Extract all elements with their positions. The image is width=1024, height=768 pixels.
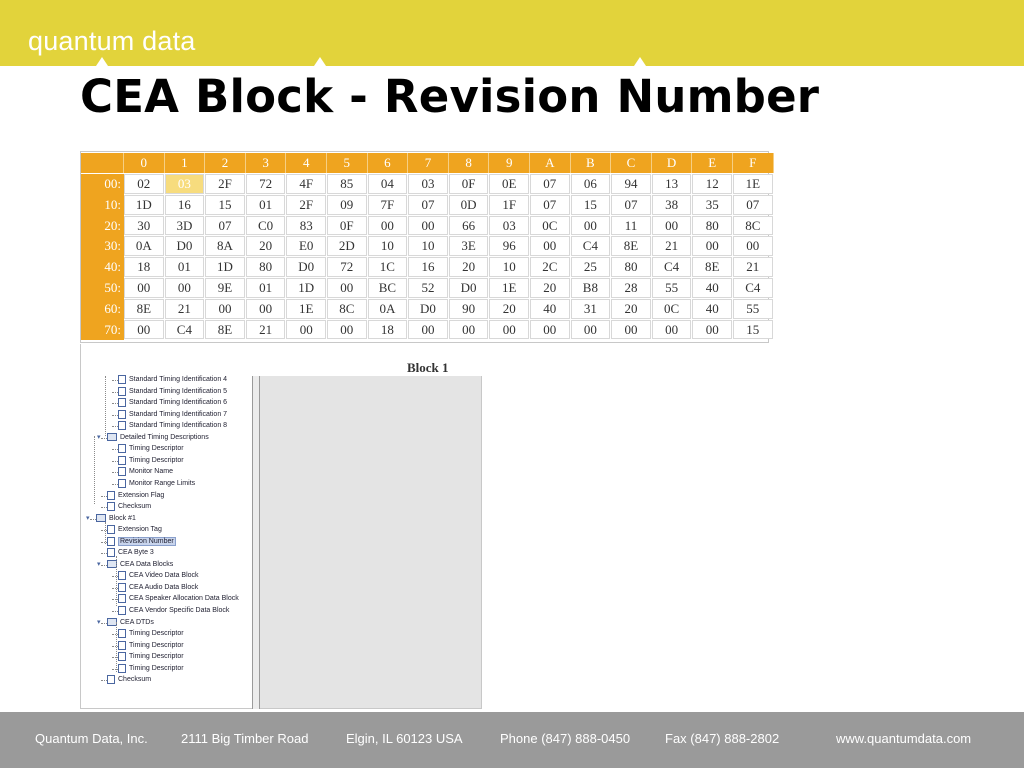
tree-node-label: CEA Data Blocks: [120, 560, 174, 568]
tree-connector: [112, 646, 118, 647]
hex-byte-cell[interactable]: 03: [408, 174, 448, 194]
tree-node-label: Timing Descriptor: [129, 630, 184, 638]
hex-byte-cell[interactable]: 72: [246, 174, 286, 194]
tree-connector: [101, 553, 107, 554]
footer-address: 2111 Big Timber Road: [181, 731, 309, 746]
expand-toggle-icon[interactable]: ▾: [97, 618, 101, 626]
hex-byte-cell[interactable]: 90: [449, 299, 489, 319]
hex-byte-cell[interactable]: 80: [246, 257, 286, 277]
hex-byte-cell[interactable]: 20: [530, 278, 570, 298]
tree-node-label: CEA Speaker Allocation Data Block: [129, 595, 239, 603]
hex-byte-cell[interactable]: 30: [124, 216, 164, 236]
block-label: Block 1: [407, 360, 449, 375]
hex-byte-cell[interactable]: 21: [165, 299, 205, 319]
tree-node[interactable]: [118, 386, 227, 397]
footer-website[interactable]: www.quantumdata.com: [836, 731, 972, 746]
hex-column-header: 4: [286, 153, 327, 173]
tree-connector: [112, 669, 118, 670]
hex-byte-cell[interactable]: BC: [368, 278, 408, 298]
file-icon: [118, 571, 126, 580]
hex-byte-cell[interactable]: 72: [327, 257, 367, 277]
tree-node-label: Timing Descriptor: [129, 653, 184, 661]
hex-column-header: 9: [489, 153, 530, 173]
hex-column-header: 2: [205, 153, 246, 173]
hex-byte-cell[interactable]: C4: [571, 236, 611, 256]
hex-byte-cell[interactable]: C0: [246, 216, 286, 236]
tree-node[interactable]: [118, 374, 227, 385]
tree-node[interactable]: [118, 420, 227, 431]
hex-byte-cell[interactable]: 04: [368, 174, 408, 194]
hex-byte-cell[interactable]: 00: [530, 320, 570, 340]
hex-byte-cell[interactable]: 96: [489, 236, 529, 256]
tree-node[interactable]: [96, 513, 136, 524]
file-icon: [118, 664, 126, 673]
hex-byte-cell[interactable]: 00: [327, 320, 367, 340]
tree-connector: [112, 392, 118, 393]
tree-node[interactable]: [118, 570, 199, 581]
hex-byte-cell[interactable]: 01: [246, 195, 286, 215]
hex-byte-cell[interactable]: 8E: [692, 257, 732, 277]
block-label-area: [80, 344, 482, 376]
tree-node[interactable]: [118, 397, 227, 408]
tree-node[interactable]: [118, 605, 229, 616]
tree-node-label: CEA Byte 3: [118, 549, 154, 557]
file-icon: [118, 641, 126, 650]
hex-byte-cell[interactable]: 8A: [205, 236, 245, 256]
hex-byte-cell[interactable]: 8E: [611, 236, 651, 256]
hex-byte-cell[interactable]: E0: [286, 236, 326, 256]
hex-byte-cell[interactable]: C4: [733, 278, 773, 298]
hex-byte-cell[interactable]: 38: [652, 195, 692, 215]
hex-byte-cell[interactable]: 03: [489, 216, 529, 236]
tree-connector: [112, 611, 118, 612]
hex-byte-cell[interactable]: 00: [246, 299, 286, 319]
hex-row: [81, 257, 768, 277]
hex-byte-cell[interactable]: 02: [124, 174, 164, 194]
hex-byte-cell[interactable]: B8: [571, 278, 611, 298]
hex-column-header: 5: [327, 153, 368, 173]
tree-node[interactable]: [118, 640, 184, 651]
tree-connector: [112, 472, 118, 473]
hex-byte-cell[interactable]: 01: [165, 257, 205, 277]
hex-byte-cell[interactable]: 11: [611, 216, 651, 236]
tree-node-label: CEA Vendor Specific Data Block: [129, 607, 230, 614]
hex-byte-cell[interactable]: 00: [124, 320, 164, 340]
tree-connector: [101, 565, 107, 566]
tree-node-label: Standard Timing Identification 4: [129, 376, 228, 383]
hex-byte-cell[interactable]: D0: [286, 257, 326, 277]
file-icon: [118, 410, 126, 419]
hex-byte-cell[interactable]: 8E: [205, 320, 245, 340]
folder-icon: [107, 433, 117, 441]
hex-byte-cell[interactable]: 1D: [286, 278, 326, 298]
hex-byte-cell[interactable]: 7F: [368, 195, 408, 215]
tree-node[interactable]: [118, 582, 198, 593]
expand-toggle-icon[interactable]: ▾: [97, 433, 101, 441]
hex-row: [81, 216, 768, 236]
tree-node-label: Checksum: [118, 503, 152, 511]
file-icon: [118, 606, 126, 615]
tree-node-label: Extension Tag: [118, 526, 162, 534]
hex-byte-cell[interactable]: 83: [286, 216, 326, 236]
hex-byte-cell[interactable]: 15: [205, 195, 245, 215]
hex-column-header: 8: [449, 153, 490, 173]
hex-byte-cell[interactable]: 80: [692, 216, 732, 236]
tree-node[interactable]: [118, 478, 195, 489]
hex-byte-cell[interactable]: C4: [165, 320, 205, 340]
hex-byte-cell[interactable]: 2C: [530, 257, 570, 277]
hex-byte-cell[interactable]: 00: [733, 236, 773, 256]
hex-byte-cell[interactable]: 1F: [489, 195, 529, 215]
hex-byte-cell[interactable]: 07: [530, 174, 570, 194]
hex-byte-cell[interactable]: 18: [124, 257, 164, 277]
file-icon: [118, 398, 126, 407]
file-icon: [118, 421, 126, 430]
file-icon: [107, 537, 115, 546]
tree-node-label: Standard Timing Identification 6: [129, 399, 228, 407]
file-icon: [118, 652, 126, 661]
tree-connector: [101, 530, 107, 531]
hex-byte-cell[interactable]: 28: [611, 278, 651, 298]
hex-row: [81, 278, 768, 298]
banner-notch: [634, 57, 646, 66]
footer-city: Elgin, IL 60123 USA: [346, 731, 463, 746]
hex-column-header: F: [733, 153, 774, 173]
tree-node[interactable]: [107, 490, 164, 501]
hex-byte-cell[interactable]: 00: [489, 320, 529, 340]
expand-toggle-icon[interactable]: ▾: [86, 514, 90, 522]
hex-byte-cell[interactable]: 00: [286, 320, 326, 340]
tree-node[interactable]: [107, 674, 151, 685]
tree-node[interactable]: [107, 524, 162, 535]
hex-byte-cell[interactable]: 0F: [449, 174, 489, 194]
tree-guide-line: [94, 436, 95, 504]
hex-column-header: C: [611, 153, 652, 173]
hex-byte-cell[interactable]: 0D: [449, 195, 489, 215]
tree-connector: [101, 680, 107, 681]
footer-bar: [0, 712, 1024, 768]
hex-column-header: 3: [246, 153, 287, 173]
hex-byte-cell[interactable]: 1E: [489, 278, 529, 298]
tree-connector: [112, 576, 118, 577]
hex-byte-cell[interactable]: 00: [165, 278, 205, 298]
tree-connector: [90, 519, 96, 520]
hex-byte-cell[interactable]: 00: [368, 216, 408, 236]
hex-row-label: 50:: [81, 278, 124, 299]
hex-byte-cell[interactable]: 52: [408, 278, 448, 298]
tree-connector: [112, 415, 118, 416]
hex-header-corner: [81, 153, 124, 173]
hex-byte-cell[interactable]: 40: [692, 278, 732, 298]
tree-guide-line: [116, 622, 117, 672]
hex-byte-cell[interactable]: 1E: [286, 299, 326, 319]
hex-byte-cell[interactable]: 07: [205, 216, 245, 236]
hex-byte-cell[interactable]: 00: [571, 216, 611, 236]
tree-connector: [112, 634, 118, 635]
hex-byte-cell[interactable]: 66: [449, 216, 489, 236]
hex-column-header: E: [692, 153, 733, 173]
hex-byte-cell[interactable]: 00: [692, 236, 732, 256]
tree-node[interactable]: [118, 628, 184, 639]
tree-connector: [101, 623, 107, 624]
hex-byte-cell[interactable]: 10: [489, 257, 529, 277]
hex-row-label: 20:: [81, 216, 124, 237]
hex-byte-cell[interactable]: 00: [652, 216, 692, 236]
tree-node[interactable]: [118, 663, 184, 674]
hex-byte-cell[interactable]: 2D: [327, 236, 367, 256]
hex-byte-cell[interactable]: 06: [571, 174, 611, 194]
hex-byte-cell[interactable]: 2F: [205, 174, 245, 194]
hex-row-label: 40:: [81, 257, 124, 278]
hex-byte-cell[interactable]: 00: [408, 320, 448, 340]
hex-byte-cell[interactable]: 55: [652, 278, 692, 298]
hex-byte-cell[interactable]: 21: [733, 257, 773, 277]
hex-byte-cell[interactable]: 00: [692, 320, 732, 340]
hex-byte-cell[interactable]: D0: [449, 278, 489, 298]
hex-byte-cell[interactable]: 0A: [124, 236, 164, 256]
tree-node[interactable]: [107, 432, 209, 443]
file-icon: [118, 387, 126, 396]
tree-node[interactable]: [118, 409, 227, 420]
hex-byte-cell[interactable]: 1D: [124, 195, 164, 215]
tree-node-label: Block #1: [109, 514, 136, 522]
footer-phone: Phone (847) 888-0450: [500, 731, 631, 746]
hex-column-header: A: [530, 153, 571, 173]
tree-connector: [101, 496, 107, 497]
slide-title: CEA Block - Revision Number: [80, 70, 820, 123]
hex-byte-cell[interactable]: 00: [652, 320, 692, 340]
hex-byte-cell[interactable]: 4F: [286, 174, 326, 194]
hex-byte-cell[interactable]: 8C: [733, 216, 773, 236]
file-icon: [107, 675, 115, 684]
hex-byte-cell[interactable]: 20: [611, 299, 651, 319]
file-icon: [118, 629, 126, 638]
tree-connector: [112, 426, 118, 427]
file-icon: [118, 467, 126, 476]
hex-byte-cell[interactable]: 00: [205, 299, 245, 319]
tree-connector: [101, 542, 107, 543]
tree-connector: [112, 380, 118, 381]
hex-row: [81, 320, 768, 340]
edid-tree-panel: [80, 376, 252, 709]
file-icon: [118, 375, 126, 384]
tree-connector: [101, 438, 107, 439]
hex-byte-cell[interactable]: 13: [652, 174, 692, 194]
tree-node[interactable]: [107, 547, 154, 558]
tree-node-label: Revision Number: [120, 537, 174, 545]
hex-row-label: 00:: [81, 174, 124, 195]
hex-byte-cell[interactable]: 8C: [327, 299, 367, 319]
tree-node-label: CEA Audio Data Block: [129, 583, 199, 591]
hex-byte-cell[interactable]: 00: [124, 278, 164, 298]
file-icon: [118, 479, 126, 488]
hex-byte-cell[interactable]: 20: [449, 257, 489, 277]
hex-byte-cell[interactable]: 07: [733, 195, 773, 215]
hex-byte-cell[interactable]: 07: [408, 195, 448, 215]
pane-splitter[interactable]: [252, 376, 260, 709]
tree-node-label: CEA DTDs: [120, 618, 154, 626]
hex-byte-cell[interactable]: 1C: [368, 257, 408, 277]
tree-node[interactable]: [107, 617, 154, 628]
hex-byte-cell[interactable]: 21: [246, 320, 286, 340]
hex-byte-cell[interactable]: 35: [692, 195, 732, 215]
hex-byte-cell[interactable]: 40: [692, 299, 732, 319]
footer-fax: Fax (847) 888-2802: [665, 731, 780, 746]
tree-connector: [101, 507, 107, 508]
file-icon: [107, 548, 115, 557]
folder-icon: [96, 514, 106, 522]
hex-row: [81, 195, 768, 215]
hex-byte-cell[interactable]: 3E: [449, 236, 489, 256]
hex-column-header: D: [652, 153, 693, 173]
tree-node-label: Standard Timing Identification 7: [129, 410, 228, 418]
hex-column-header: 1: [165, 153, 206, 173]
tree-connector: [112, 657, 118, 658]
file-icon: [118, 444, 126, 453]
hex-byte-cell[interactable]: 01: [246, 278, 286, 298]
tree-node[interactable]: [118, 443, 184, 454]
tree-node-label: Monitor Range Limits: [129, 479, 196, 487]
banner-notch: [96, 57, 108, 66]
hex-row: [81, 174, 768, 194]
tree-node-label: Detailed Timing Descriptions: [120, 433, 209, 441]
hex-byte-cell[interactable]: 18: [368, 320, 408, 340]
hex-byte-cell[interactable]: 15: [733, 320, 773, 340]
hex-byte-cell[interactable]: D0: [408, 299, 448, 319]
hex-byte-cell[interactable]: 1D: [205, 257, 245, 277]
hex-column-header: 7: [408, 153, 449, 173]
tree-node[interactable]: [118, 466, 173, 477]
hex-column-header: B: [571, 153, 612, 173]
tree-node[interactable]: [107, 536, 176, 547]
hex-byte-cell[interactable]: 1E: [733, 174, 773, 194]
hex-byte-cell[interactable]: 20: [246, 236, 286, 256]
tree-connector: [112, 461, 118, 462]
banner-notch: [314, 57, 326, 66]
hex-byte-cell[interactable]: 10: [368, 236, 408, 256]
tree-node[interactable]: [118, 455, 184, 466]
hex-byte-cell[interactable]: 16: [408, 257, 448, 277]
detail-pane: [260, 376, 482, 709]
hex-row-label: 30:: [81, 236, 124, 257]
tree-guide-line: [116, 556, 117, 606]
tree-connector: [112, 599, 118, 600]
tree-connector: [112, 484, 118, 485]
tree-node-label: Timing Descriptor: [129, 445, 184, 453]
expand-toggle-icon[interactable]: ▾: [97, 560, 101, 568]
tree-connector: [112, 403, 118, 404]
hex-row-label: 70:: [81, 320, 124, 341]
hex-byte-cell[interactable]: 40: [530, 299, 570, 319]
hex-byte-cell[interactable]: 10: [408, 236, 448, 256]
hex-row: [81, 299, 768, 319]
file-icon: [118, 456, 126, 465]
top-banner: [0, 0, 1024, 66]
hex-byte-cell[interactable]: 00: [611, 320, 651, 340]
hex-byte-cell[interactable]: 0C: [652, 299, 692, 319]
hex-byte-cell[interactable]: 00: [530, 236, 570, 256]
hex-byte-cell[interactable]: 55: [733, 299, 773, 319]
hex-byte-cell[interactable]: D0: [165, 236, 205, 256]
hex-byte-cell[interactable]: 07: [530, 195, 570, 215]
hex-byte-cell[interactable]: 0E: [489, 174, 529, 194]
tree-node-label: Checksum: [118, 676, 152, 684]
hex-byte-cell[interactable]: 80: [611, 257, 651, 277]
hex-byte-cell[interactable]: 00: [408, 216, 448, 236]
hex-byte-cell[interactable]: 2F: [286, 195, 326, 215]
tree-node[interactable]: [118, 593, 239, 604]
tree-guide-line: [105, 376, 106, 436]
tree-connector: [112, 449, 118, 450]
tree-node[interactable]: [118, 651, 184, 662]
tree-node-label: Monitor Name: [129, 468, 173, 476]
hex-byte-cell[interactable]: 16: [165, 195, 205, 215]
hex-byte-cell[interactable]: 09: [327, 195, 367, 215]
hex-header-row: [81, 153, 768, 173]
hex-row: [81, 236, 768, 256]
hex-byte-cell[interactable]: 15: [571, 195, 611, 215]
hex-byte-cell[interactable]: 07: [611, 195, 651, 215]
tree-guide-line: [105, 522, 106, 544]
hex-byte-cell[interactable]: 94: [611, 174, 651, 194]
hex-byte-cell[interactable]: 12: [692, 174, 732, 194]
hex-byte-cell[interactable]: 8E: [124, 299, 164, 319]
tree-node-label: Standard Timing Identification 5: [129, 387, 228, 395]
tree-node-label: Timing Descriptor: [129, 641, 184, 649]
hex-byte-cell[interactable]: 31: [571, 299, 611, 319]
tree-node-label: Timing Descriptor: [129, 456, 184, 464]
hex-byte-cell[interactable]: 85: [327, 174, 367, 194]
hex-byte-cell[interactable]: 00: [571, 320, 611, 340]
tree-node[interactable]: [107, 501, 151, 512]
file-icon: [107, 525, 115, 534]
brand-logo-text: quantum data: [28, 26, 196, 56]
hex-byte-cell[interactable]: 25: [571, 257, 611, 277]
hex-column-header: 0: [124, 153, 165, 173]
file-icon: [107, 502, 115, 511]
hex-byte-cell[interactable]: C4: [652, 257, 692, 277]
file-icon: [107, 491, 115, 500]
hex-byte-cell[interactable]: 00: [327, 278, 367, 298]
file-icon: [118, 594, 126, 603]
hex-byte-cell[interactable]: 00: [449, 320, 489, 340]
tree-node-label: Timing Descriptor: [129, 664, 184, 672]
hex-column-header: 6: [368, 153, 409, 173]
hex-byte-cell[interactable]: 03: [165, 174, 205, 194]
hex-byte-cell[interactable]: 0C: [530, 216, 570, 236]
hex-byte-cell[interactable]: 21: [652, 236, 692, 256]
tree-node-label: Extension Flag: [118, 491, 165, 499]
hex-byte-cell[interactable]: 9E: [205, 278, 245, 298]
tree-connector: [112, 588, 118, 589]
tree-node-label: CEA Video Data Block: [129, 572, 199, 580]
edid-hex-grid: [80, 151, 769, 343]
hex-byte-cell[interactable]: 0A: [368, 299, 408, 319]
footer-company: Quantum Data, Inc.: [35, 731, 148, 746]
hex-row-label: 60:: [81, 299, 124, 320]
hex-byte-cell[interactable]: 20: [489, 299, 529, 319]
file-icon: [118, 583, 126, 592]
tree-node-label: Standard Timing Identification 8: [129, 422, 228, 430]
hex-byte-cell[interactable]: 0F: [327, 216, 367, 236]
hex-byte-cell[interactable]: 3D: [165, 216, 205, 236]
hex-row-label: 10:: [81, 195, 124, 216]
